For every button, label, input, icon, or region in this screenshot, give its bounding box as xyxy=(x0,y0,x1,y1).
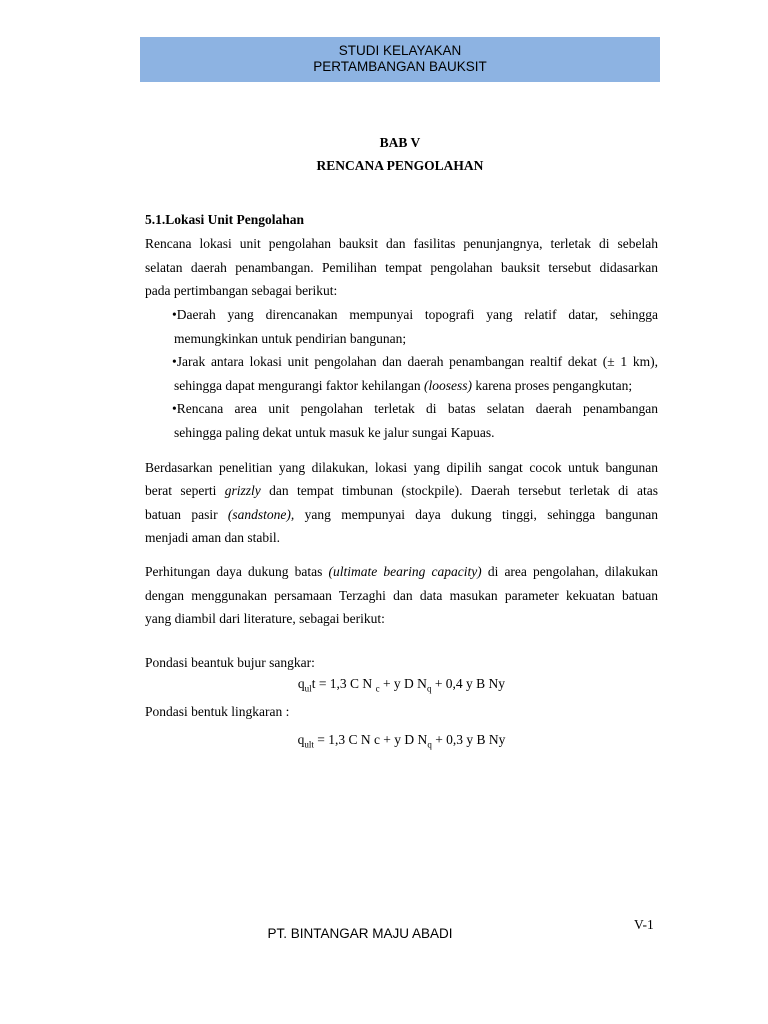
bullet-3-line-1: Rencana area unit pengolahan terletak di batas selatan daerah penambangan xyxy=(176,401,658,416)
chapter-title: RENCANA PENGOLAHAN xyxy=(316,158,484,173)
para3-line-1: Perhitungan daya dukung batas (ultimate bearing capacity) di area pengolahan, dilakukan xyxy=(145,564,658,579)
chapter-number: BAB V xyxy=(379,135,421,150)
circle-foundation-label: Pondasi bentuk lingkaran : xyxy=(145,704,290,719)
header-line-2: PERTAMBANGAN BAUKSIT xyxy=(313,59,487,74)
square-foundation-formula: $q_{ul}t = 1,3$ C N $_c$ + y D $N_q + 0,4$ y B Ny xyxy=(297,676,506,694)
bullet-item-2 xyxy=(172,350,658,374)
bullet-1-line-1: Daerah yang direncanakan mempunyai topografi yang relatif datar, sehingga xyxy=(176,307,658,322)
para3-line-2: dengan menggunakan persamaan Terzaghi dan data masukan parameter kekuatan batuan xyxy=(145,588,658,603)
square-foundation-label: Pondasi beantuk bujur sangkar: xyxy=(145,655,315,670)
para2-line-4: menjadi aman dan stabil. xyxy=(145,530,280,545)
para2-line-2: berat seperti grizzly dan tempat timbunan (stockpile). Daerah tersebut terletak di atas xyxy=(145,483,659,498)
para2-line-1: Berdasarkan penelitian yang dilakukan, lokasi yang dipilih sangat cocok untuk bangunan xyxy=(145,460,658,475)
section-heading: 5.1.Lokasi Unit Pengolahan xyxy=(145,212,305,227)
para3-line-3: yang diambil dari literature, sebagai berikut: xyxy=(145,611,385,626)
bullet-2-line-1: Jarak antara lokasi unit pengolahan dan daerah penambangan realtif dekat (± 1 km), xyxy=(176,354,658,369)
intro-line-1: Rencana lokasi unit pengolahan bauksit dan fasilitas penunjangnya, terletak di sebelah xyxy=(145,236,658,251)
bullet-item-1 xyxy=(172,303,658,327)
bullet-symbol: • xyxy=(172,354,177,369)
running-header xyxy=(140,37,660,82)
bullet-symbol: • xyxy=(172,401,177,416)
para2-line-3: batuan pasir (sandstone), yang mempunyai daya dukung tinggi, sehingga bangunan xyxy=(145,507,659,522)
header-line-1: STUDI KELAYAKAN xyxy=(338,43,462,58)
bullet-2-line-2: sehingga dapat mengurangi faktor kehilangan (loosess) karena proses pengangkutan; xyxy=(174,378,633,393)
bullet-item-3 xyxy=(172,397,658,421)
bullet-3-line-2: sehingga paling dekat untuk masuk ke jalur sungai Kapuas. xyxy=(174,425,495,440)
bullet-symbol: • xyxy=(172,307,177,322)
circle-foundation-formula: $q_{ult} = 1,3$ C N c + y D $N_q + 0,3$ y B Ny xyxy=(297,732,506,750)
intro-line-2: selatan daerah penambangan. Pemilihan tempat pengolahan bauksit tersebut didasarkan xyxy=(145,260,658,275)
intro-line-3: pada pertimbangan sebagai berikut: xyxy=(145,283,338,298)
page-number: V-1 xyxy=(634,917,654,932)
bullet-1-line-2: memungkinkan untuk pendirian bangunan; xyxy=(174,331,407,346)
footer-company: PT. BINTANGAR MAJU ABADI xyxy=(267,926,453,941)
